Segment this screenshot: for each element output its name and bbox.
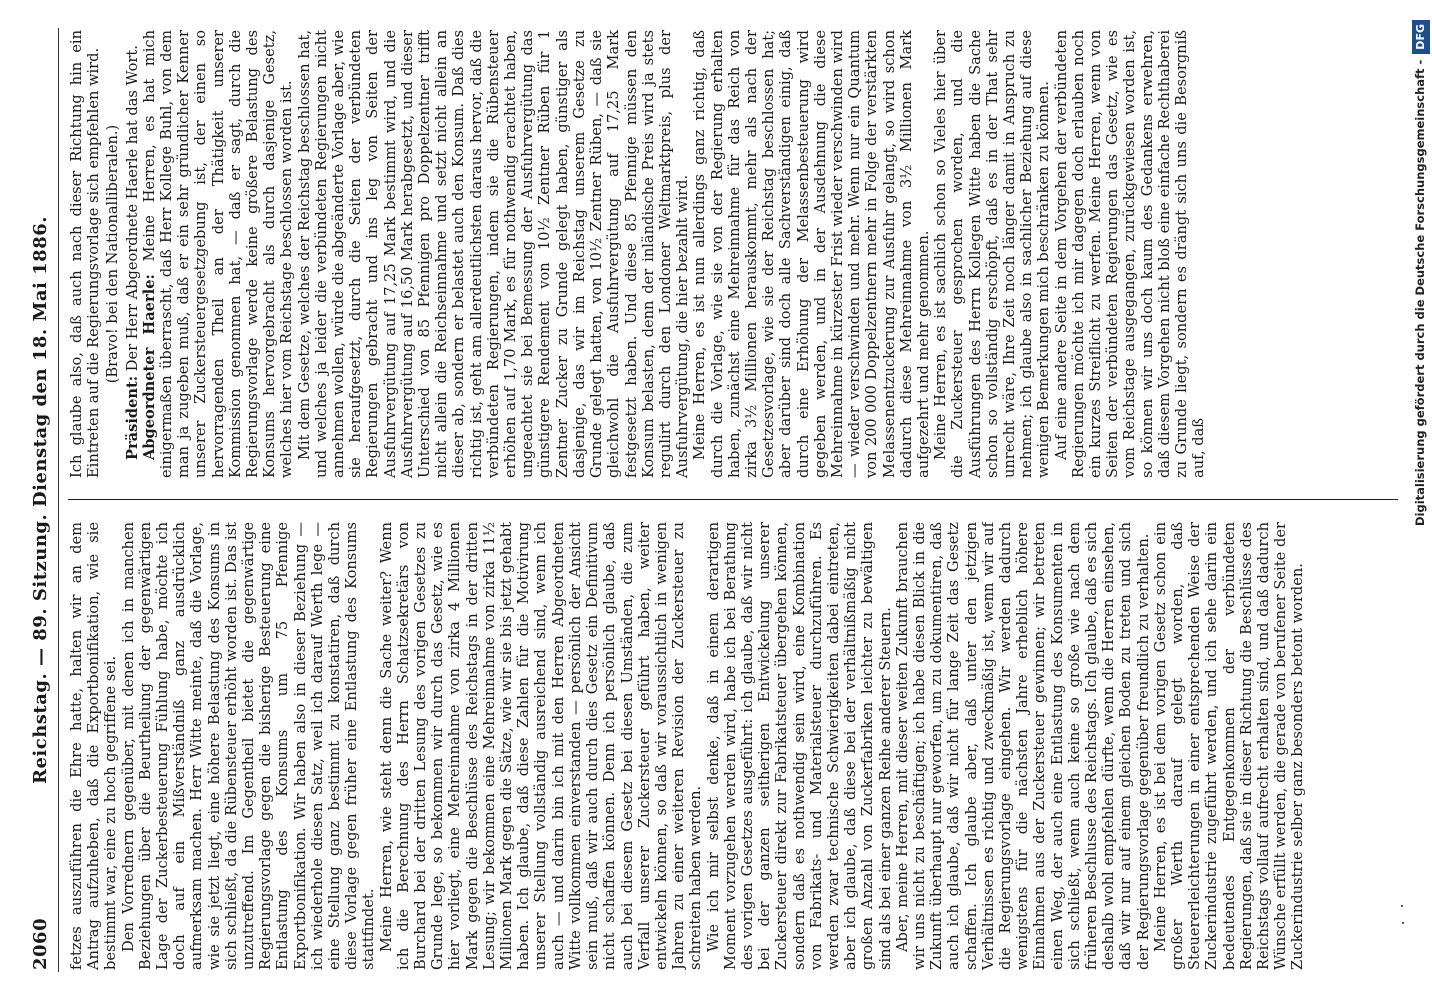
digitization-credit (1406, 0, 1432, 1000)
page-number: 2060 (30, 917, 51, 970)
left-column (68, 522, 1390, 970)
paragraph: Mit dem Gesetze, welches der Reichstag beschlossen hat, und welches ja leider die verbündeten Regierungen nicht annehmen wollen, würde die abgeänderte Vorlage aber, wie sie heraufgesetzt, durch die Seiten der verbündeten Regierungen gebracht und ins leg von Seiten der Ausfuhrvergütung auf 17,25 Mark bestimmt wird, und die Ausfuhrvergütung auf 16,50 Mark herabgesetzt, und dieser Unterschied von 85 Pfennigen pro Doppelzentner trifft nicht allein die Reichseinnahme und setzt nicht allein an dieser ab, sondern er belastet auch den Konsum. Daß dies richtig ist, geht am allerdeutlichsten daraus hervor, daß die verbündeten Regierungen, indem sie die Rübensteuer erhöhen auf 1,70 Mark, es für nothwendig erachtet haben, ungeachtet sie bei Bemessung der Ausfuhrvergütung das günstigere Rendement von 10½ Zentner Rüben für 1 Zentner Zucker zu Grunde gelegt haben, günstiger als dasjenige, das wir im Reichstag unserem Gesetze zu Grunde gelegt hatten, von 10½ Zentner Rüben, — daß sie gleichwohl die Ausfuhrvergütung auf 17,25 Mark festgesetzt haben. Und diese 85 Pfennige müssen den Konsum belasten, denn der inländische Preis wird ja stets regulirt durch den Londoner Weltmarktpreis, plus der Ausfuhrvergütung, die hier bezahlt wird. (295, 30, 692, 478)
credit-line (1410, 0, 1432, 1000)
scan-speck (1401, 905, 1403, 907)
credit-text: Digitalisierung gefördert durch die Deutsche Forschungsgemeinschaft - (1413, 59, 1427, 527)
speech-text: Meine Herren, es hat mich einigermaßen überrascht, daß Herr Kollege Buhl, von dem man ja zugeben muß, daß er ein sehr gründlicher Kenner unserer Zuckersteuergesetzgebung ist, der einen so hervorragenden Theil an der Thätigkeit unserer Kommission genommen hat, — daß er sagt, durch die Regierungsvorlage werde keine größere Belastung des Konsums hervorgebracht als durch dasjenige Gesetz, welches hier vom Reichstage beschlossen worden ist. (140, 30, 296, 478)
header-rule (58, 28, 59, 972)
paragraph: Meine Herren, es ist sachlich schon so Vieles hier über die Zuckersteuer gesprochen worden, und die Ausführungen des Herrn Kollegen Witte haben die Sache schon so vollständig erschöpft, daß es in der That sehr unrecht wäre, Ihre Zeit noch länger damit in Anspruch zu nehmen; ich glaube also in sachlicher Beziehung auf diese wenigen Bemerkungen mich beschränken zu können. (932, 30, 1053, 478)
paragraph: Auf eine andere Seite in dem Vorgehen der verbündeten Regierungen möchte ich mir dagegen doch erlauben noch ein kurzes Streiflicht zu werfen. Meine Herren, wenn von Seiten der verbündeten Regierungen das Gesetz, wie es vom Reichstage ausgegangen, zurückgewiesen worden ist, so können wir uns doch kaum des Gedankens erwehren, daß diesem Vorgehen nicht bloß eine einfache Rechthaberei zu Grunde liegt, sondern es drängt sich uns die Besorgniß auf, daß (1052, 30, 1208, 478)
president-remark (124, 30, 141, 478)
president-label: Präsident: (123, 375, 141, 460)
paragraph: Wie ich mir selbst denke, daß in einem derartigen Moment vorzugehen werden wird, habe ich bei Berathung des vorigen Gesetzes ausgeführt: ich glaube, daß wir nicht bei der ganzen seitherigen Entwickelung unserer Zuckersteuer direkt zur Fabrikatsteuer übergehen können, sondern daß es nothwendig sein wird, eine Kombination von Fabrikats- und Materialsteuer durchzuführen. Es werden zwar technische Schwierigkeiten dabei eintreten, aber ich glaube, daß diese bei der verhältnißmäßig nicht großen Anzahl von Zuckerfabriken leichter zu bewältigen sind als bei einer ganzen Reihe anderer Steuern. (704, 522, 894, 970)
paragraph: Meine Herren, es ist nun allerdings ganz richtig, daß durch die Vorlage, wie sie von der Regierung erhalten haben, zunächst eine Mehreinnahme für das Reich von zirka 3½ Millionen herauskommt, mehr als nach der Gesetzesvorlage, wie sie der Reichstag beschlossen hat; aber darüber sind doch alle Sachverständigen einig, daß durch eine Erhöhung der Melassenbesteuerung wird gegeben werden, und in der Ausdehnung die diese Mehreinnahme in kürzester Frist wieder verschwinden wird — wieder verschwinden und mehr. Wenn nur ein Quantum von 200 000 Doppelzentnern mehr in Folge der verstärkten Melassenentzuckerung zur Ausfuhr gelangt, so wird schon dadurch diese Mehreinnahme von 3½ Millionen Mark aufgezehrt und mehr genommen. (691, 30, 932, 478)
text-columns (68, 30, 1390, 970)
president-text: Der Herr Abgeordnete Haerle hat das Wort. (123, 45, 141, 372)
speech-opening (141, 30, 296, 478)
paragraph: Ich glaube also, daß auch nach dieser Richtung hin ein Eintreten auf die Regierungsvorlage sich empfehlen wird. (68, 30, 103, 478)
dfg-logo: DFG (1412, 20, 1430, 54)
paragraph: Aber, meine Herren, mit dieser weiten Zukunft brauchen wir uns nicht zu beschäftigen; ich habe diesen Blick in die Zukunft überhaupt nur geworfen, um zu dokumentiren, daß auch ich glaube, daß wir nicht für lange Zeit das Gesetz schaffen. Ich glaube aber, daß unter den jetzigen Verhältnissen es richtig und zweckmäßig ist, wenn wir auf die Regierungsvorlage eingehen. Wir werden dadurch wenigstens für die nächsten Jahre erheblich höhere Einnahmen aus der Zuckersteuer gewinnen; wir betreten einen Weg, der auch eine Entlastung des Konsumenten in sich schließt, wenn auch keine so große wie nach dem früheren Beschlusse des Reichstags. Ich glaube, daß es sich deshalb wohl empfehlen dürfte, wenn die Herren einsehen, daß wir nur auf einem gleichen Boden zu treten und sich der Regierungsvorlage gegenüber freundlich zu verhalten. (893, 522, 1152, 970)
paragraph: Meine Herren, es ist bei dem vorigen Gesetz schon ein großer Werth darauf gelegt worden, daß Steuererleichterungen in einer entsprechenden Weise der Zuckerindustrie zugeführt werden, und ich sehe darin ein bedeutendes Entgegenkommen der verbündeten Regierungen, daß sie in dieser Richtung die Beschlüsse des Reichstags vollauf aufrecht erhalten sind, und daß dadurch Wünsche erfüllt werden, die gerade von berufener Seite der Zuckerindustrie selber ganz besonders betont worden. (1151, 522, 1307, 970)
right-column (68, 30, 1390, 478)
running-title: Reichstag. — 89. Sitzung. Dienstag den 18. Mai 1886. (30, 215, 51, 785)
document-page (16, 0, 1408, 1000)
page-header (24, 30, 58, 970)
column-divider (68, 499, 1398, 500)
applause-note: (Bravo! bei den Nationalliberalen.) (104, 124, 122, 384)
paragraph: Meine Herren, wie steht denn die Sache weiter? Wenn ich die Berechnung des Herrn Schatzsekretärs von Burchard bei der dritten Lesung des vorigen Gesetzes zu Grunde lege, so bekommen wir durch das Gesetz, wie es hier vorliegt, eine Mehreinnahme von zirka 4 Millionen Mark gegen die Beschlüsse des Reichstags in der dritten Lesung; wir bekommen eine Mehreinnahme von zirka 11½ Millionen Mark gegen die Sätze, wie wir sie bis jetzt gehabt haben. Ich glaube, daß diese Zahlen für die Motivirung unserer Stellung vollständig ausreichend sind, wenn ich auch — und darin bin ich mit den Herren Abgeordneten Witte vollkommen einverstanden — persönlich der Ansicht sein muß, daß wir auch durch dies Gesetz ein Definitivum nicht schaffen können. Denn ich persönlich glaube, daß auch bei diesem Gesetz bei diesen Umständen, die zum Verfall unserer Zuckersteuer geführt haben, weiter entwickeln können, so daß wir voraussichtlich in wenigen Jahren zu einer weiteren Revision der Zuckersteuer zu schreiten haben werden. (377, 522, 705, 970)
scan-speck (1402, 922, 1404, 924)
speaker-label: Abgeordneter Haerle: (140, 274, 158, 460)
paragraph: fetzes auszuführen die Ehre hatte, halten wir an dem Antrag aufzuheben, daß die Exportbonifikation, wie sie bestimmt war, eine zu hoch gegriffene sei. (68, 522, 120, 970)
paragraph: Den Vorrednern gegenüber, mit denen ich in manchen Beziehungen über die Beurtheilung der gegenwärtigen Lage der Zuckerbesteuerung Fühlung habe, möchte ich doch auf ein Mißverständniß ganz ausdrücklich aufmerksam machen. Herr Witte meinte, daß die Vorlage, wie sie jetzt liegt, eine höhere Belastung des Konsums in sich schließt, da die Rübensteuer erhöht worden ist. Das ist unzutreffend. Im Gegentheil bietet die gegenwärtige Regierungsvorlage gegen die bisherige Besteuerung eine Entlastung des Konsums um 75 Pfennige Exportbonifikation. Wir haben also in dieser Beziehung — ich wiederhole diesen Satz, weil ich darauf Werth lege — eine Stellung ganz bestimmt zu konstatiren, daß durch diese Vorlage gegen früher eine Entlastung des Konsums stattfindet. (119, 522, 378, 970)
